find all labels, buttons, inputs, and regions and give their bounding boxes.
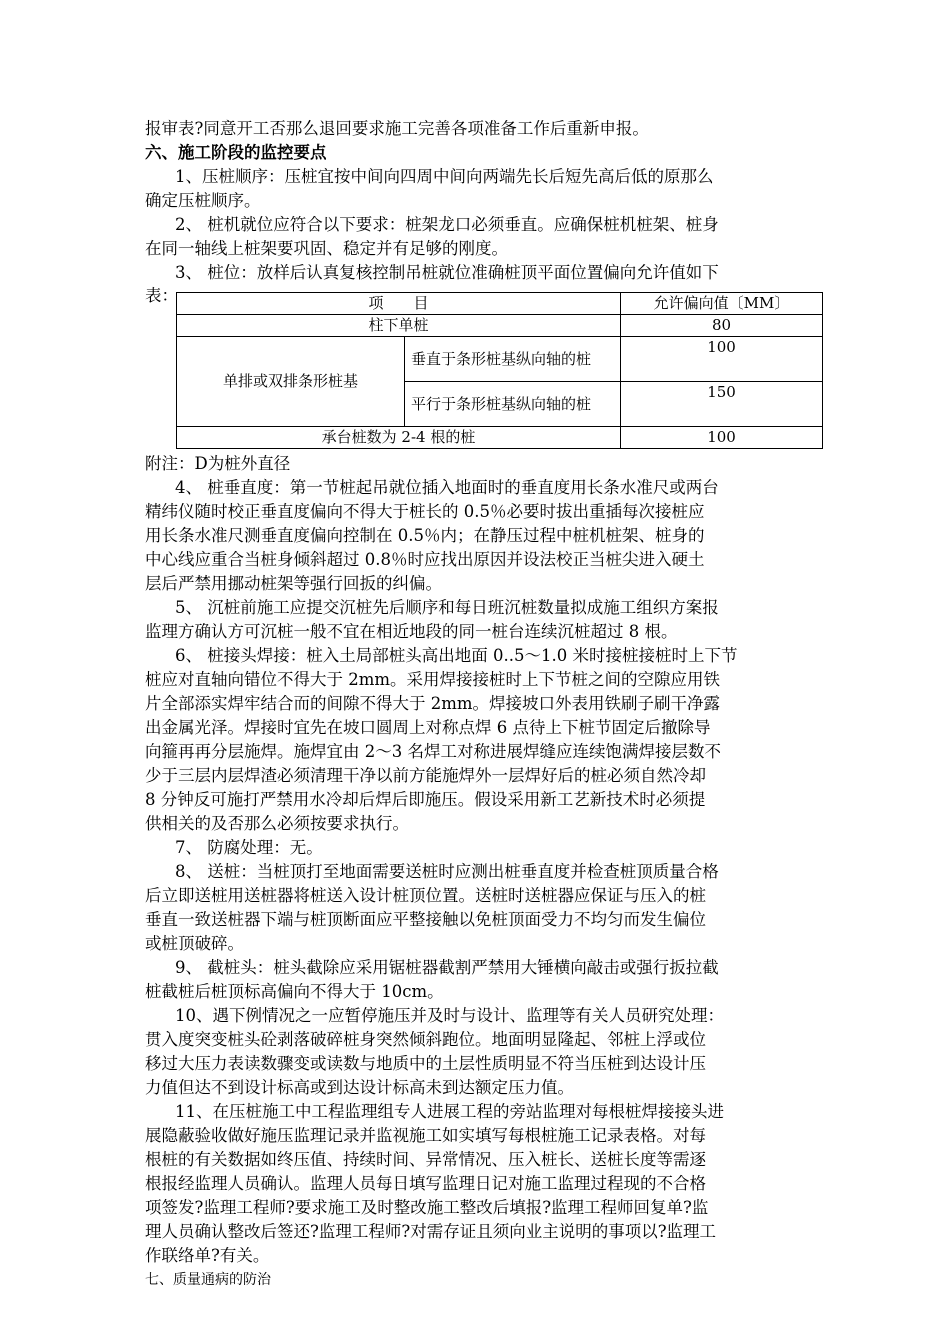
text-line: 桩截桩后桩顶标高偏向不得大于 10cm。: [145, 982, 444, 1001]
table-cell-item: 柱下单桩: [177, 315, 621, 337]
table-cell-item: 平行于条形桩基纵向轴的桩: [405, 382, 621, 427]
table-cell-value: 150: [621, 382, 823, 427]
text-line: 6、 桩接头焊接：桩入土局部桩头高出地面 0..5～1.0 米时接桩接桩时上下节: [175, 646, 738, 665]
text-line: 表：: [145, 286, 178, 305]
text-line: 7、 防腐处理：无。: [175, 838, 323, 857]
text-line: 或桩顶破碎。: [145, 934, 244, 953]
text-line: 3、 桩位：放样后认真复核控制吊桩就位准确桩顶平面位置偏向允许值如下: [175, 263, 719, 282]
text-line: 力值但达不到设计标高或到达设计标高未到达额定压力值。: [145, 1078, 574, 1097]
text-line: 作联络单?有关。: [145, 1246, 270, 1265]
text-line: 9、 截桩头：桩头截除应采用锯桩器截割严禁用大锤横向敲击或强行扳拉截: [175, 958, 719, 977]
table-row: [177, 427, 823, 449]
text-line: 5、 沉桩前施工应提交沉桩先后顺序和每日班沉桩数量拟成施工组织方案报: [175, 598, 719, 617]
text-line: 层后严禁用挪动桩架等强行回扳的纠偏。: [145, 574, 442, 593]
text-line: 向箍再再分层施焊。施焊宜由 2～3 名焊工对称进展焊缝应连续饱满焊接层数不: [145, 742, 721, 761]
text-line: 10、遇下例情况之一应暂停施压并及时与设计、监理等有关人员研究处理：: [175, 1006, 724, 1025]
text-line: 出金属光泽。焊接时宜先在坡口圆周上对称点焊 6 点待上下桩节固定后撤除导: [145, 718, 711, 737]
table-cell-value: 100: [621, 427, 823, 449]
text-line: 报审表?同意开工否那么退回要求施工完善各项准备工作后重新申报。: [145, 119, 649, 138]
table-note: 附注：D为桩外直径: [145, 454, 291, 473]
text-line: 监理方确认方可沉桩一般不宜在相近地段的同一桩台连续沉桩超过 8 根。: [145, 622, 678, 641]
text-line: 理人员确认整改后签还?监理工程师?对需存证且须向业主说明的事项以?监理工: [145, 1222, 717, 1241]
table-cell-value: 80: [621, 315, 823, 337]
text-line: 根报经监理人员确认。监理人员每日填写监理日记对施工监理过程现的不合格: [145, 1174, 706, 1193]
text-line: 精纬仪随时校正垂直度偏向不得大于桩长的 0.5％必要时拔出重插每次接桩应: [145, 502, 705, 521]
text-line: 项签发?监理工程师?要求施工及时整改施工整改后填报?监理工程师回复单?监: [145, 1198, 709, 1217]
text-line: 后立即送桩用送桩器将桩送入设计桩顶位置。送桩时送桩器应保证与压入的桩: [145, 886, 706, 905]
table-cell-item: 承台桩数为 2-4 根的桩: [177, 427, 621, 449]
text-line: 4、 桩垂直度：第一节桩起吊就位插入地面时的垂直度用长条水准尺或两台: [175, 478, 719, 497]
pile-deviation-table: [176, 292, 823, 449]
text-line: 移过大压力表读数骤变或读数与地质中的土层性质明显不符当压桩到达设计压: [145, 1054, 706, 1073]
table-cell-item: 垂直于条形桩基纵向轴的桩: [405, 337, 621, 382]
text-line: 中心线应重合当桩身倾斜超过 0.8％时应找出原因并设法校正当桩尖进入硬土: [145, 550, 705, 569]
text-line: 确定压桩顺序。: [145, 191, 261, 210]
text-line: 在同一轴线上桩架要巩固、稳定并有足够的刚度。: [145, 239, 508, 258]
text-line: 11、在压桩施工中工程监理组专人进展工程的旁站监理对每根桩焊接接头进: [175, 1102, 724, 1121]
text-line: 垂直一致送桩器下端与桩顶断面应平整接触以免桩顶面受力不均匀而发生偏位: [145, 910, 706, 929]
text-line: 2、 桩机就位应符合以下要求：桩架龙口必须垂直。应确保桩机桩架、桩身: [175, 215, 719, 234]
table-header-item: 项 目: [177, 293, 621, 315]
text-line: 根桩的有关数据如终压值、持续时间、异常情况、压入桩长、送桩长度等需逐: [145, 1150, 706, 1169]
text-line: 桩应对直轴向错位不得大于 2mm。采用焊接接桩时上下节桩之间的空隙应用铁: [145, 670, 721, 689]
text-line: 少于三层内层焊渣必须清理干净以前方能施焊外一层焊好后的桩必须自然冷却: [145, 766, 706, 785]
section-heading: 六、施工阶段的监控要点: [145, 143, 327, 162]
text-line: 1、压桩顺序：压桩宜按中间向四周中间向两端先长后短先高后低的原那么: [175, 167, 714, 186]
text-line: 供相关的及否那么必须按要求执行。: [145, 814, 409, 833]
text-line: 用长条水准尺测垂直度偏向控制在 0.5％内；在静压过程中桩机桩架、桩身的: [145, 526, 705, 545]
table-header-allowance: 允许偏向值〔MM〕: [621, 293, 823, 315]
table-cell-value: 100: [621, 337, 823, 382]
section-heading: 七、质量通病的防治: [145, 1272, 271, 1288]
table-cell-group: 单排或双排条形桩基: [177, 337, 405, 427]
text-line: 片全部添实焊牢结合而的间隙不得大于 2mm。焊接坡口外表用铁刷子刷干净露: [145, 694, 721, 713]
text-line: 展隐蔽验收做好施压监理记录并监视施工如实填写每根桩施工记录表格。对每: [145, 1126, 706, 1145]
table-header-row: [177, 293, 823, 315]
text-line: 8 分钟反可施打严禁用水冷却后焊后即施压。假设采用新工艺新技术时必须提: [145, 790, 706, 809]
text-line: 8、 送桩：当桩顶打至地面需要送桩时应测出桩垂直度并检查桩顶质量合格: [175, 862, 719, 881]
table-row: [177, 315, 823, 337]
table-row: [177, 337, 823, 382]
text-line: 贯入度突变桩头砼剥落破碎桩身突然倾斜跑位。地面明显隆起、邻桩上浮或位: [145, 1030, 706, 1049]
